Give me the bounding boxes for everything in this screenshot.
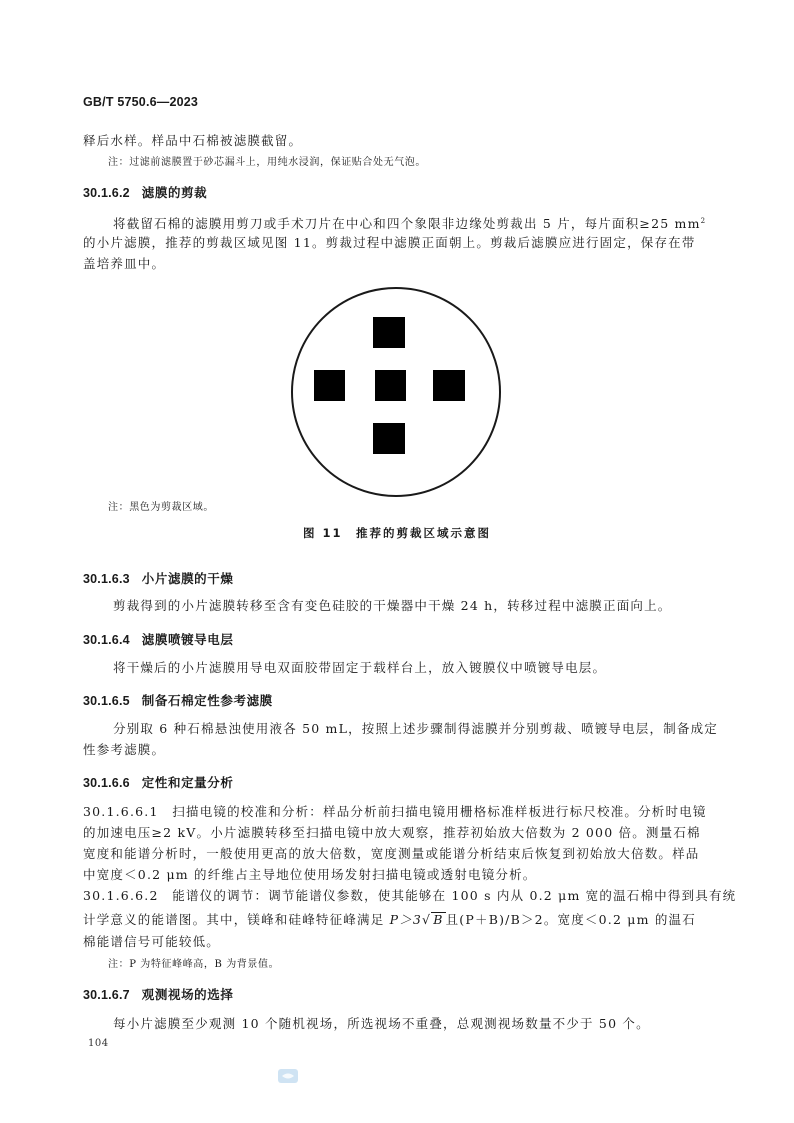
- section-heading-30-1-6-2: [83, 183, 207, 201]
- formula-part: 且(P＋B)/B＞2: [445, 912, 544, 927]
- section-heading-30-1-6-7: [83, 985, 233, 1003]
- section-title: 观测视场的选择: [141, 987, 234, 1002]
- intro-note: 注：过滤前滤膜置于砂芯漏斗上，用纯水浸润，保证贴合处无气泡。: [108, 157, 426, 168]
- section-number: 30.1.6.2: [83, 186, 130, 200]
- formula-part: P＞3: [389, 912, 423, 927]
- paragraph-line: 每小片滤膜至少观测 10 个随机视场，所选视场不重叠，总观测视场数量不少于 50 个。: [113, 1016, 650, 1031]
- text-span: 计学意义的能谱图。其中，镁峰和硅峰特征峰满足: [83, 912, 390, 927]
- section-number: 30.1.6.7: [83, 988, 130, 1002]
- page-number: 104: [88, 1038, 109, 1049]
- section-number: 30.1.6.4: [83, 633, 130, 647]
- section-number: 30.1.6.6: [83, 776, 130, 790]
- cut-region-top: [373, 317, 405, 348]
- paragraph-line: 盖培养皿中。: [83, 256, 166, 271]
- paragraph-line: 分别取 6 种石棉悬浊使用液各 50 mL，按照上述步骤制得滤膜并分别剪裁、喷镀导电层，制备成定: [113, 721, 719, 736]
- figure-caption: 图 11 推荐的剪裁区域示意图: [302, 526, 491, 540]
- section-number: 30.1.6.5: [83, 694, 130, 708]
- cut-region-bottom: [373, 423, 405, 454]
- section-heading-30-1-6-5: [83, 691, 273, 709]
- paragraph-line: 中宽度＜0.2 μm 的纤维占主导地位使用场发射扫描电镜或透射电镜分析。: [83, 867, 537, 882]
- paragraph-line: 的小片滤膜，推荐的剪裁区域见图 11。剪裁过程中滤膜正面朝上。剪裁后滤膜应进行固定，保存在带: [83, 235, 696, 250]
- cut-region-left: [314, 370, 345, 401]
- section-title: 定性和定量分析: [141, 775, 234, 790]
- cutting-region-diagram: [288, 286, 504, 498]
- intro-text: 释后水样。样品中石棉被滤膜截留。: [83, 133, 303, 148]
- paragraph-line: [83, 909, 696, 930]
- paragraph-line: 30.1.6.6.1 扫描电镜的校准和分析：样品分析前扫描电镜用栅格标准样板进行标尺校准。分析时电镜: [83, 804, 707, 819]
- watermark-logo-icon: [278, 1069, 298, 1083]
- section-heading-30-1-6-4: [83, 630, 233, 648]
- sqrt-symbol: √: [422, 912, 432, 927]
- section-title: 滤膜的剪裁: [141, 185, 208, 200]
- section-number: 30.1.6.3: [83, 572, 130, 586]
- cut-region-center: [375, 370, 406, 401]
- paragraph-line: 30.1.6.6.2 能谱仪的调节：调节能谱仪参数，使其能够在 100 s 内从 0.2 μm 宽的温石棉中得到具有统: [83, 888, 737, 903]
- superscript: 2: [700, 217, 707, 225]
- section-heading-30-1-6-3: [83, 569, 233, 587]
- section-heading-30-1-6-6: [83, 773, 233, 791]
- paragraph-line: 的加速电压≥2 kV。小片滤膜转移至扫描电镜中放大观察，推荐初始放大倍数为 2 000 倍。测量石棉: [83, 825, 701, 840]
- formula-radicand: B: [433, 912, 444, 927]
- paragraph-line: 将干燥后的小片滤膜用导电双面胶带固定于载样台上，放入镀膜仪中喷镀导电层。: [113, 660, 607, 675]
- paragraph-line: [113, 211, 706, 234]
- paragraph-line: 棉能谱信号可能较低。: [83, 934, 221, 949]
- section-title: 制备石棉定性参考滤膜: [141, 693, 273, 708]
- paragraph-line: 性参考滤膜。: [83, 742, 166, 757]
- section-title: 小片滤膜的干燥: [141, 571, 234, 586]
- standard-code: GB/T 5750.6—2023: [83, 95, 199, 109]
- formula-note: 注：P 为特征峰峰高，B 为背景值。: [108, 959, 280, 970]
- paragraph-line: 剪裁得到的小片滤膜转移至含有变色硅胶的干燥器中干燥 24 h，转移过程中滤膜正面向上。: [113, 598, 672, 613]
- figure-note: 注：黑色为剪裁区域。: [108, 502, 214, 513]
- paragraph-line: 宽度和能谱分析时，一般使用更高的放大倍数，宽度测量或能谱分析结束后恢复到初始放大倍数。样品: [83, 846, 700, 861]
- text-span: 。宽度＜0.2 μm 的温石: [543, 912, 696, 927]
- cut-region-right: [433, 370, 465, 401]
- text-span: 将截留石棉的滤膜用剪刀或手术刀片在中心和四个象限非边缘处剪裁出 5 片，每片面积≥25 mm: [113, 216, 701, 232]
- section-title: 滤膜喷镀导电层: [141, 632, 234, 647]
